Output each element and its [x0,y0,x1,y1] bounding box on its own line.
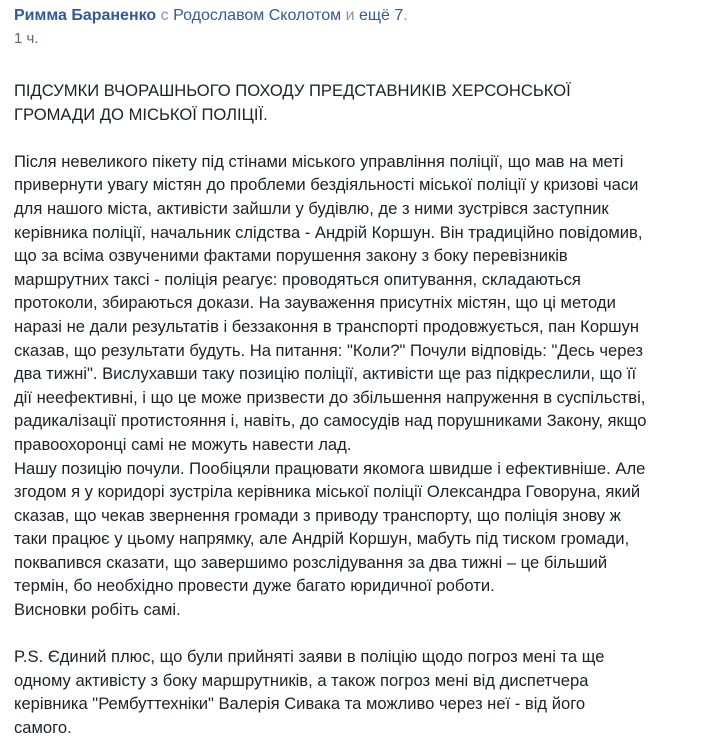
and-word: и [345,7,355,24]
tagged-person-link[interactable]: Родославом Сколотом [173,7,342,24]
post-timestamp[interactable]: 1 ч. [14,30,39,47]
author-name-link[interactable]: Римма Бараненко [14,7,157,24]
post-paragraph-ps: P.S. Єдиний плюс, що були прийняті заяви в поліцію щодо погроз мені та ще одному активісту з боку маршрутників, а також погроз мені від диспетчера керівника "Рембуттехніки" Валерія Сивака та можливо через неї - від його самого. [14,647,605,738]
others-suffix: . [403,7,408,24]
post-title: ПІДСУМКИ ВЧОРАШНЬОГО ПОХОДУ ПРЕДСТАВНИКІВ ХЕРСОНСЬКОЇ ГРОМАДИ ДО МІСЬКОЇ ПОЛІЦІЇ. [14,81,571,124]
post-paragraph-2: Нашу позицію почули. Пообіцяли працювати якомога швидше і ефективніше. Але згодом я у коридорі зустріла керівника міської поліції Олександра Говоруна, який сказав, що чекав звернення громади з приводу транспорту, що поліція знову ж таки працює у цьому напрямку, але Андрій Коршун, мабуть під тиском громади, поквапився сказати, що завершимо розслідування за два тижні – це більший термін, бо необхідно провести дуже багато юридичної роботи. [14,458,646,596]
with-word: с [160,7,169,24]
others-link[interactable]: ещё 7 [358,7,404,24]
post-paragraph-3: Висновки робіть самі. [14,600,181,620]
post-header [14,6,715,26]
post-body [14,79,715,740]
post-paragraph-1: Після невеликого пікету під стінами міського управління поліції, що мав на меті привернути увагу містян до проблеми бездіяльності міської поліції у кризові часи для нашого міста, активісти зайшли у будівлю, де з ними зустрівся заступник керівника поліції, начальник слідства - Андрій Коршун. Він традиційно повідомив, що за всіма озвученими фактами порушення закону з боку перевізників маршрутних таксі - поліція реагує: проводяться опитування, складаються протоколи, збираються докази. На зауваження присутніх містян, що ці методи наразі не дали результатів і беззаконня в транспорті продовжується, пан Коршун сказав, що результати будуть. На питання: "Коли?" Почули відповідь: "Десь через два тижні". Вислухавши таку позицію поліції, активісти ще раз підкреслили, що її дії неефективні, і що це може призвести до збільшення напруження в суспільстві, радикалізації протистояння і, навіть, до самосудів над порушниками Закону, якщо правоохоронці самі не можуть навести лад. [14,151,647,454]
